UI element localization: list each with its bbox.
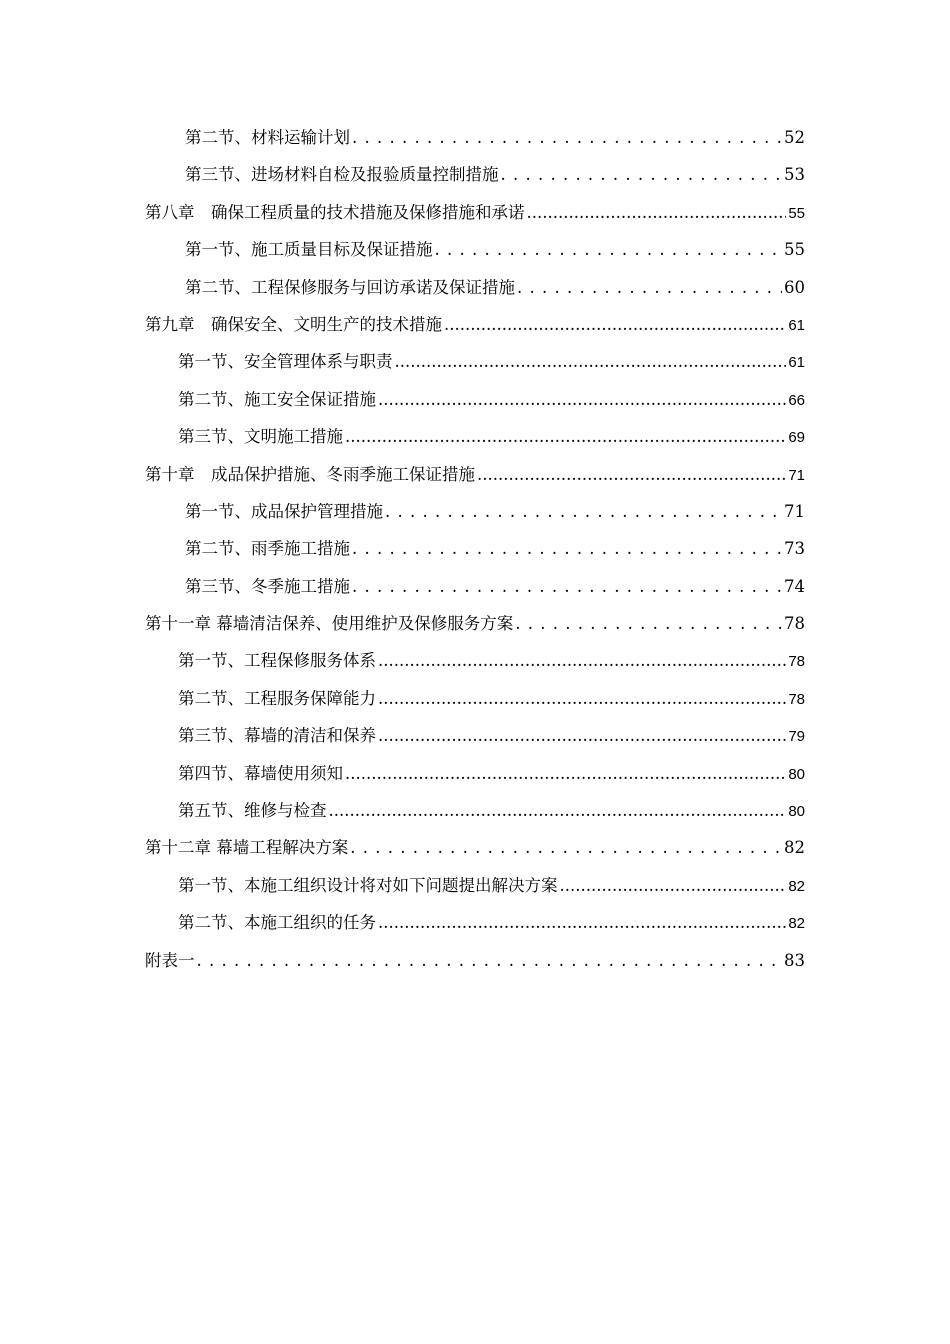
toc-dot-leader — [515, 605, 782, 642]
toc-entry-title: 第十章 成品保护措施、冬雨季施工保证措施 — [145, 464, 475, 484]
toc-entry-title: 第二节、施工安全保证措施 — [178, 389, 376, 409]
toc-entry-page-number: 79 — [788, 728, 805, 746]
toc-entry-title: 第二节、雨季施工措施 — [185, 539, 350, 559]
toc-entry-title: 第三节、文明施工措施 — [178, 427, 343, 447]
toc-entry-title: 第一节、工程保修服务体系 — [178, 651, 376, 671]
toc-entry-title: 第三节、进场材料自检及报验质量控制措施 — [185, 165, 499, 185]
toc-entry-page-number: 83 — [784, 950, 805, 970]
toc-entry-title: 第三节、幕墙的清洁和保养 — [178, 726, 376, 746]
toc-entry-title: 第二节、工程服务保障能力 — [178, 688, 376, 708]
toc-dot-leader — [378, 717, 786, 754]
toc-entry-page-number: 78 — [788, 690, 805, 708]
toc-entry[interactable] — [145, 568, 805, 605]
toc-dot-leader — [352, 530, 782, 567]
toc-entry-title: 第十一章 幕墙清洁保养、使用维护及保修服务方案 — [145, 614, 514, 634]
toc-entry-title: 第九章 确保安全、文明生产的技术措施 — [145, 314, 442, 334]
toc-dot-leader — [378, 381, 786, 418]
toc-entry[interactable] — [145, 343, 805, 380]
toc-entry[interactable] — [145, 792, 805, 829]
toc-entry-title: 第四节、幕墙使用须知 — [178, 763, 343, 783]
toc-entry[interactable] — [145, 867, 805, 904]
toc-entry-page-number: 78 — [788, 653, 805, 671]
toc-dot-leader — [378, 904, 786, 941]
toc-entry-title: 第一节、安全管理体系与职责 — [178, 352, 393, 372]
toc-entry-page-number: 80 — [788, 765, 805, 783]
toc-dot-leader — [352, 119, 782, 156]
toc-entry-page-number: 82 — [784, 838, 805, 858]
toc-entry-title: 第十二章 幕墙工程解决方案 — [145, 838, 349, 858]
toc-entry-page-number: 66 — [788, 391, 805, 409]
toc-dot-leader — [352, 568, 782, 605]
toc-entry[interactable] — [145, 829, 805, 866]
toc-entry-page-number: 55 — [788, 204, 805, 222]
toc-entry-page-number: 73 — [784, 539, 805, 559]
toc-entry-title: 第八章 确保工程质量的技术措施及保修措施和承诺 — [145, 202, 525, 222]
toc-entry-title: 第一节、施工质量目标及保证措施 — [185, 240, 433, 260]
toc-entry[interactable] — [145, 456, 805, 493]
toc-entry[interactable] — [145, 942, 805, 979]
toc-dot-leader — [385, 493, 782, 530]
toc-entry[interactable] — [145, 119, 805, 156]
toc-entry-title: 第二节、本施工组织的任务 — [178, 913, 376, 933]
toc-dot-leader — [501, 156, 783, 193]
toc-entry-page-number: 78 — [784, 614, 805, 634]
toc-entry-title: 第一节、成品保护管理措施 — [185, 501, 383, 521]
toc-dot-leader — [378, 642, 786, 679]
toc-entry[interactable] — [145, 605, 805, 642]
toc-dot-leader — [477, 456, 786, 493]
toc-entry[interactable] — [145, 381, 805, 418]
toc-dot-leader — [345, 755, 786, 792]
table-of-contents — [145, 119, 805, 979]
toc-entry[interactable] — [145, 493, 805, 530]
toc-entry[interactable] — [145, 231, 805, 268]
toc-entry[interactable] — [145, 194, 805, 231]
toc-entry-page-number: 61 — [788, 354, 805, 372]
toc-entry-page-number: 69 — [788, 429, 805, 447]
toc-entry-page-number: 80 — [788, 803, 805, 821]
toc-dot-leader — [560, 867, 787, 904]
toc-entry-page-number: 55 — [784, 240, 805, 260]
toc-entry-page-number: 53 — [784, 165, 805, 185]
toc-entry[interactable] — [145, 306, 805, 343]
toc-entry[interactable] — [145, 904, 805, 941]
toc-entry-title: 第二节、材料运输计划 — [185, 128, 350, 147]
toc-dot-leader — [345, 418, 786, 455]
toc-dot-leader — [527, 194, 787, 231]
toc-entry[interactable] — [145, 642, 805, 679]
toc-entry-page-number: 82 — [788, 915, 805, 933]
toc-entry[interactable] — [145, 530, 805, 567]
toc-dot-leader — [395, 343, 787, 380]
toc-entry[interactable] — [145, 269, 805, 306]
toc-dot-leader — [378, 680, 786, 717]
toc-entry-page-number: 82 — [788, 877, 805, 895]
toc-entry-title: 第二节、工程保修服务与回访承诺及保证措施 — [185, 277, 515, 297]
toc-entry-title: 第一节、本施工组织设计将对如下问题提出解决方案 — [178, 875, 558, 895]
toc-entry-page-number: 71 — [788, 466, 805, 484]
toc-dot-leader — [329, 792, 787, 829]
toc-entry[interactable] — [145, 717, 805, 754]
toc-entry-page-number: 52 — [784, 128, 805, 147]
toc-entry-title: 附表一 — [145, 950, 195, 970]
toc-entry-page-number: 74 — [784, 576, 805, 596]
toc-dot-leader — [197, 942, 783, 979]
toc-entry[interactable] — [145, 156, 805, 193]
toc-entry[interactable] — [145, 680, 805, 717]
toc-entry-title: 第三节、冬季施工措施 — [185, 576, 350, 596]
toc-entry[interactable] — [145, 755, 805, 792]
toc-dot-leader — [517, 269, 782, 306]
toc-entry-page-number: 61 — [788, 316, 805, 334]
toc-dot-leader — [435, 231, 783, 268]
toc-entry[interactable] — [145, 418, 805, 455]
toc-entry-title: 第五节、维修与检查 — [178, 801, 327, 821]
toc-entry-page-number: 71 — [784, 501, 805, 521]
toc-dot-leader — [350, 829, 782, 866]
toc-entry-page-number: 60 — [784, 277, 805, 297]
toc-dot-leader — [444, 306, 786, 343]
